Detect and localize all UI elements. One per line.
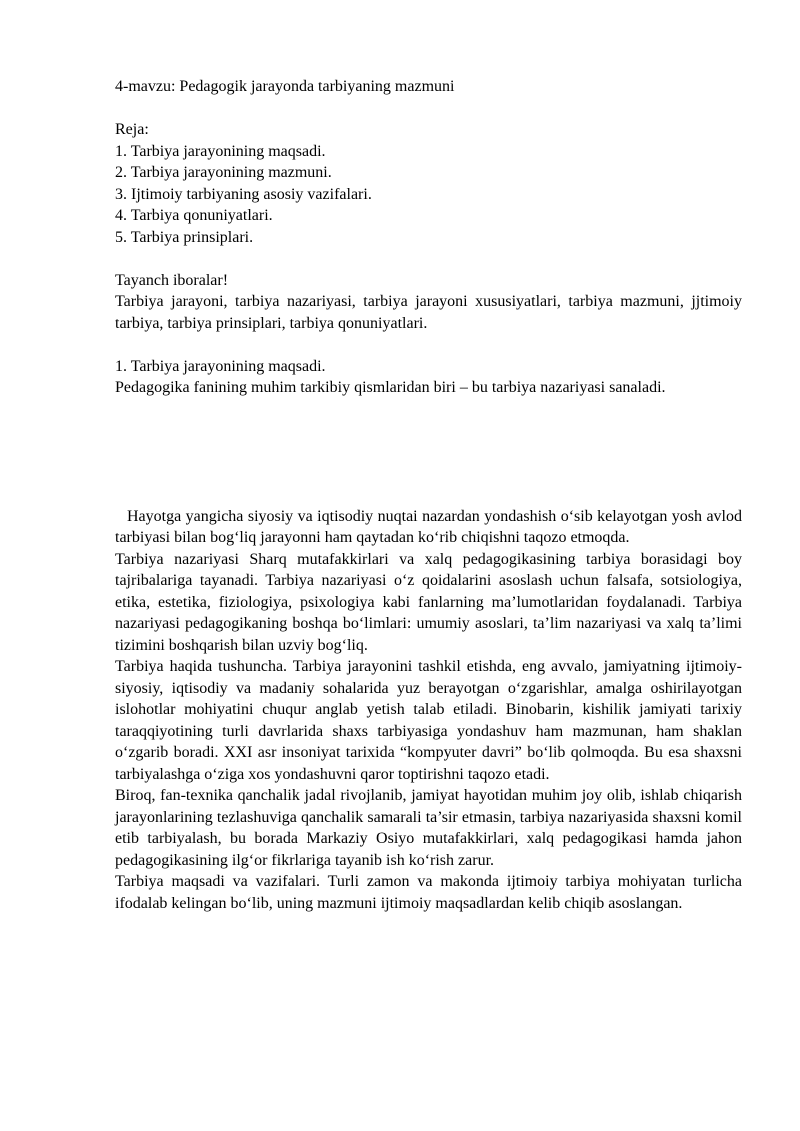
body-paragraph: Tarbiya nazariyasi Sharq mutafakkirlari va xalq pedagogikasining tarbiya borasidagi boy tajribalariga tayanadi. Tarbiya nazariyasi o‘z qoidalarini asoslash uchun falsafa, sotsiologiya, etika, estetika, fiziologiya, psixologiya kabi fanlarning ma’lumotlaridan foydalanadi. Tarbiya nazariyasi pedagogikaning boshqa bo‘limlari: umumiy asoslari, ta’lim nazariyasi va xalq ta’limi tizimini boshqarish bilan uzviy bog‘liq. xyxy=(115,550,742,654)
document-page xyxy=(115,76,742,914)
plan-item: 4. Tarbiya qonuniyatlari. xyxy=(115,207,273,224)
document-title: 4-mavzu: Pedagogik jarayonda tarbiyaning mazmuni xyxy=(115,78,455,95)
plan-item: 1. Tarbiya jarayonining maqsadi. xyxy=(115,142,326,160)
spacer xyxy=(115,334,742,356)
keywords-heading: Tayanch iboralar! xyxy=(115,271,229,289)
keywords-text: Tarbiya jarayoni, tarbiya nazariyasi, tarbiya jarayoni xususiyatlari, tarbiya mazmuni, jjtimoiy tarbiya, tarbiya prinsiplari, tarbiya qonuniyatlari. xyxy=(115,293,742,332)
section-heading: 1. Tarbiya jarayonining maqsadi. xyxy=(115,357,326,375)
spacer xyxy=(115,98,742,120)
section-intro: Pedagogika fanining muhim tarkibiy qismlaridan biri – bu tarbiya nazariyasi sanaladi. xyxy=(115,379,666,396)
plan-heading: Reja: xyxy=(115,121,149,138)
blank-area xyxy=(115,399,742,506)
plan-item: 2. Tarbiya jarayonining mazmuni. xyxy=(115,164,332,181)
plan-item: 3. Ijtimoiy tarbiyaning asosiy vazifalari. xyxy=(115,185,372,203)
plan-item: 5. Tarbiya prinsiplari. xyxy=(115,228,254,246)
spacer xyxy=(115,248,742,270)
body-paragraph: Biroq, fan-texnika qanchalik jadal rivojlanib, jamiyat hayotidan muhim joy olib, ishlab chiqarish jarayonlarining tezlashuviga qanchalik samarali ta’sir etmasin, tarbiya nazariyasida shaxsni komil etib tarbiyalash, bu borada Markaziy Osiyo mutafakkirlari, xalq pedagogikasi hamda jahon pedagogikasining ilg‘or fikrlariga tayanib ish ko‘rish zarur. xyxy=(115,787,742,869)
body-paragraph: Hayotga yangicha siyosiy va iqtisodiy nuqtai nazardan yondashish o‘sib kelayotgan yosh avlod tarbiyasi bilan bog‘liq jarayonni ham qaytadan ko‘rib chiqishni taqozo etmoqda. xyxy=(115,507,742,546)
body-paragraph: Tarbiya haqida tushuncha. Tarbiya jarayonini tashkil etishda, eng avvalo, jamiyatning ijtimoiy-siyosiy, iqtisodiy va madaniy sohalarida yuz berayotgan o‘zgarishlar, amalga oshirilayotgan islohotlar mohiyatini chuqur anglab yetish talab etiladi. Binobarin, kishilik jamiyati tarixiy taraqqiyotining turli davrlarida shaxs tarbiyasiga yondashuv ham mazmunan, ham shaklan o‘zgarib boradi. XXI asr insoniyat tarixida “kompyuter davri” bo‘lib qolmoqda. Bu esa shaxsni tarbiyalashga o‘ziga xos yondashuvni qaror toptirishni taqozo etadi. xyxy=(115,658,742,783)
body-paragraph: Tarbiya maqsadi va vazifalari. Turli zamon va makonda ijtimoiy tarbiya mohiyatan turlicha ifodalab kelingan bo‘lib, uning mazmuni ijtimoiy maqsadlardan kelib chiqib asoslangan. xyxy=(115,873,742,912)
